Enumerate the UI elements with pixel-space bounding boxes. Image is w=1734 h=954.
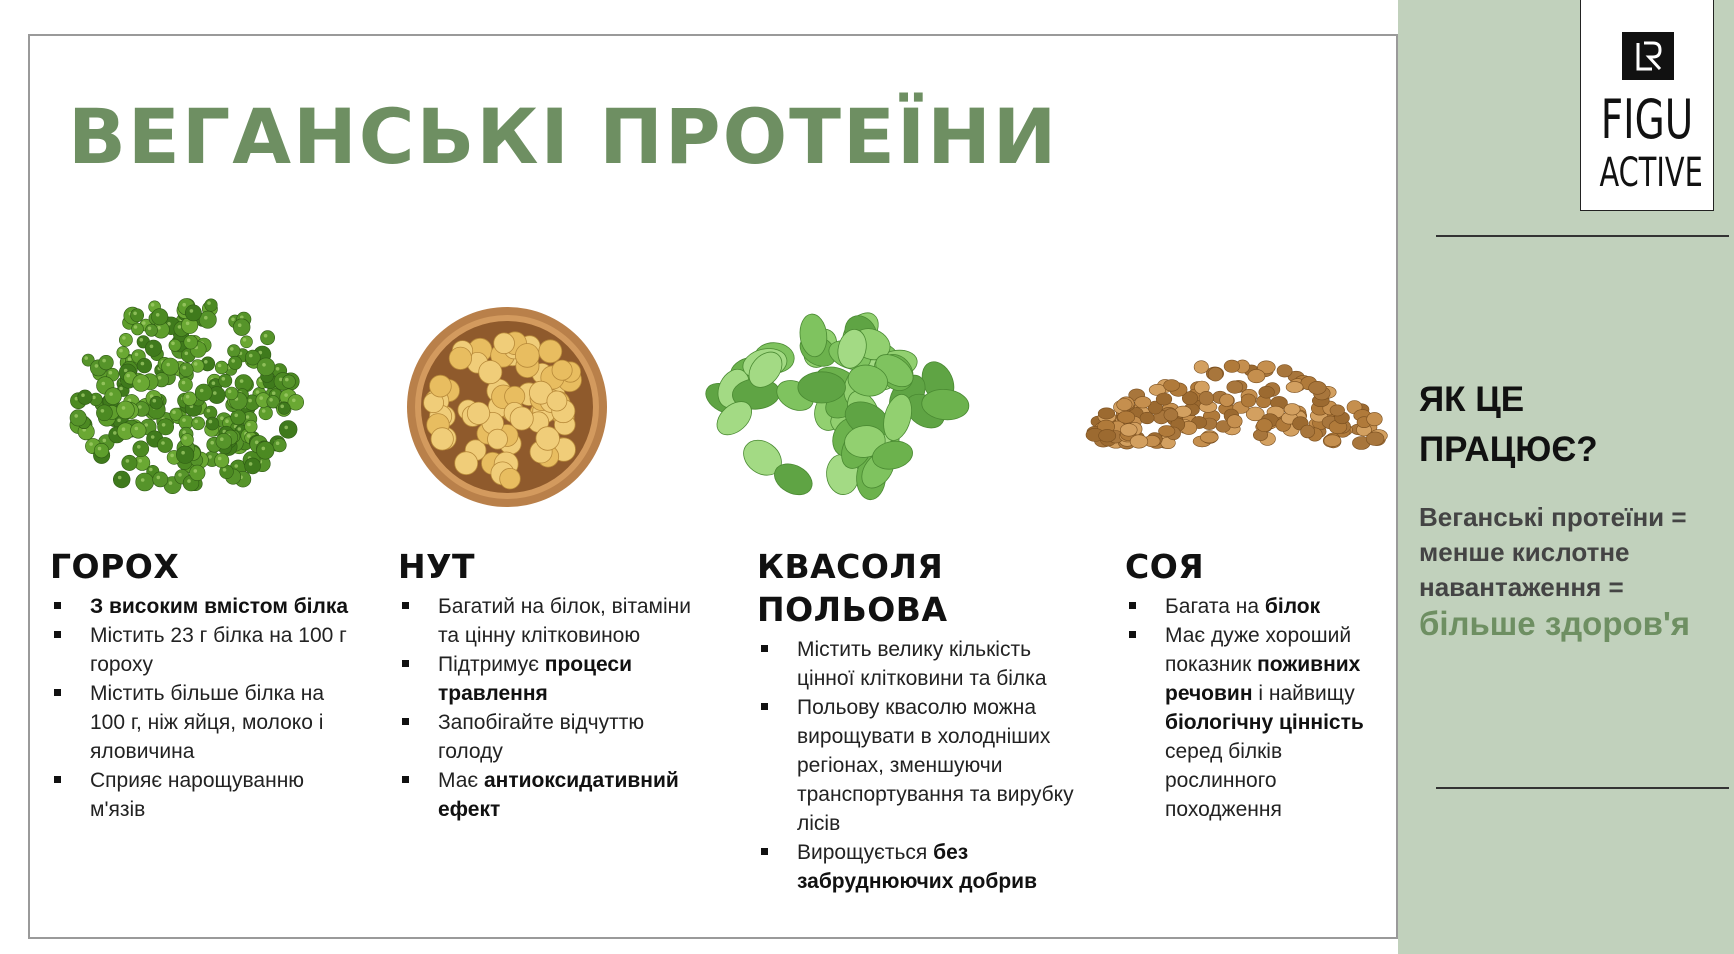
column-heading: НУТ: [398, 547, 476, 586]
sidebar-accent-text: більше здоров'я: [1419, 605, 1691, 642]
list-item: Запобігайте відчуттю голоду: [398, 708, 708, 766]
list-item: Містить більше білка на 100 г, ніж яйця, молоко і яловичина: [50, 679, 350, 766]
column-heading: КВАСОЛЯ ПОЛЬОВА: [757, 547, 948, 629]
list-item: Має антиоксидативний ефект: [398, 766, 708, 824]
bullet-list: [1125, 592, 1395, 824]
page-title: ВЕГАНСЬКІ ПРОТЕЇНИ: [68, 92, 1059, 181]
column-peas: [50, 545, 350, 824]
logo-figu: FIGU: [1600, 88, 1694, 151]
list-item: Вирощується без забруднюючих добрив: [757, 838, 1092, 896]
list-item: Містить велику кількість цінної клітковини та білка: [757, 635, 1092, 693]
brand-logo: [1580, 0, 1714, 211]
column-heading: СОЯ: [1125, 547, 1205, 586]
column-heading: ГОРОХ: [50, 547, 180, 586]
fava-beans-image: [705, 310, 980, 510]
chickpeas-image: [405, 305, 610, 510]
bullet-list: [757, 635, 1092, 896]
divider-top: [1436, 235, 1729, 237]
list-item: Польову квасолю можна вирощувати в холодніших регіонах, зменшуючи транспортування та вирубку лісів: [757, 693, 1092, 838]
list-item: Має дуже хороший показник поживних речовин і найвищу біологічну цінність серед білків рослинного походження: [1125, 621, 1395, 824]
divider-bottom: [1436, 787, 1729, 789]
sidebar-heading: ЯК ЦЕ ПРАЦЮЄ?: [1419, 380, 1598, 469]
column-soy: [1125, 545, 1395, 824]
peas-image: [60, 290, 310, 510]
bullet-list: [398, 592, 708, 824]
list-item: З високим вмістом білка: [50, 592, 350, 621]
sidebar-text: Веганські протеїни = менше кислотне навантаження =: [1419, 502, 1687, 602]
list-item: Багатий на білок, вітаміни та цінну клітковиною: [398, 592, 708, 650]
column-fava-beans: [757, 545, 1092, 896]
column-chickpeas: [398, 545, 708, 824]
soybeans-image: [1080, 335, 1390, 455]
list-item: Багата на білок: [1125, 592, 1395, 621]
bullet-list: [50, 592, 350, 824]
list-item: Сприяє нарощуванню м'язів: [50, 766, 350, 824]
list-item: Підтримує процеси травлення: [398, 650, 708, 708]
list-item: Містить 23 г білка на 100 г гороху: [50, 621, 350, 679]
logo-active: ACTIVE: [1599, 150, 1703, 196]
lr-logo-icon: [1622, 32, 1674, 80]
